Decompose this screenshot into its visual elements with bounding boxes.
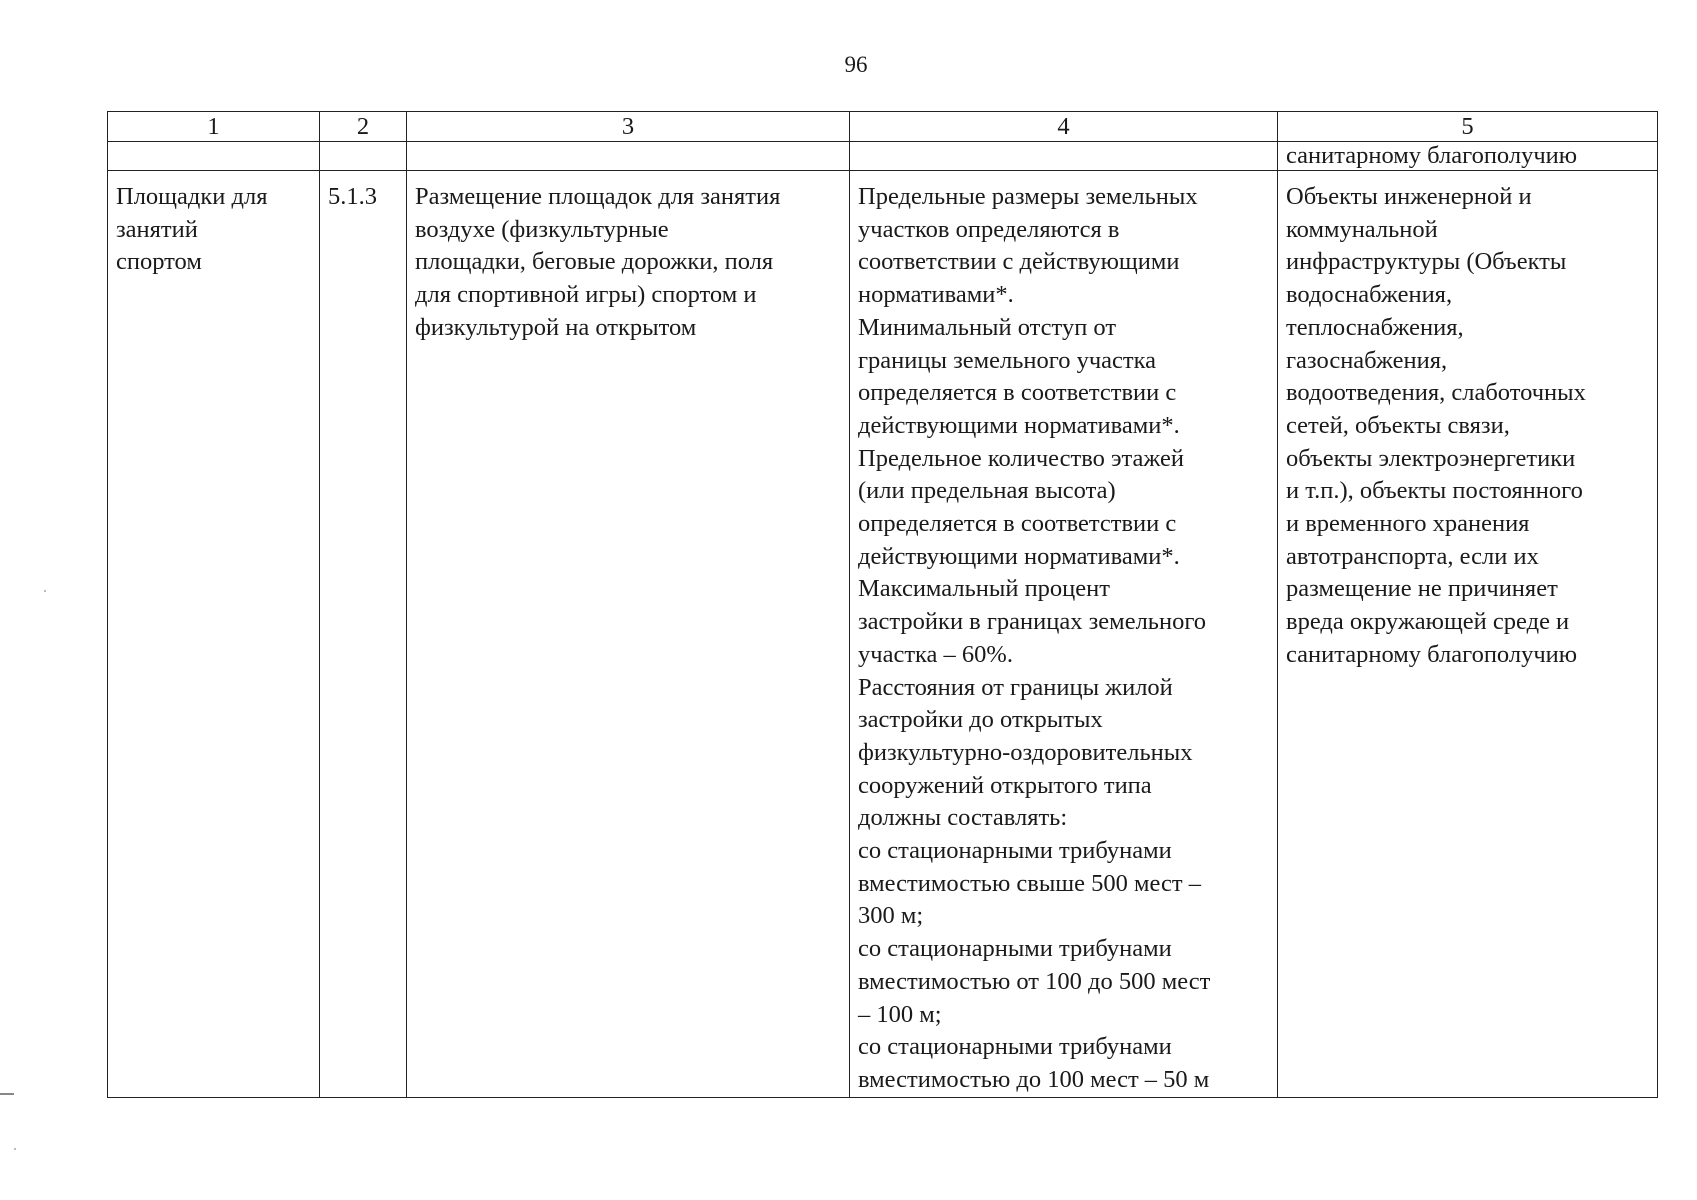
construction-parameters xyxy=(858,181,1269,1097)
continuation-cell-3 xyxy=(407,142,850,171)
column-header-4: 4 xyxy=(850,112,1278,142)
regulations-table xyxy=(107,111,1658,1098)
continuation-cell-4 xyxy=(850,142,1278,171)
land-use-name-cell xyxy=(108,171,320,1098)
text-line: Площадки для xyxy=(116,183,268,210)
text-line: физкультурой на открытом xyxy=(415,313,697,341)
text-line: застройки в границах земельного xyxy=(858,608,1207,636)
text-line: участков определяются в xyxy=(858,215,1120,243)
text-line: границы земельного участка xyxy=(858,346,1157,374)
text-line: со стационарными трибунами xyxy=(858,935,1172,963)
column-number-row xyxy=(108,112,1658,142)
table-row xyxy=(108,171,1658,1098)
scan-mark xyxy=(0,1093,14,1095)
auxiliary-uses-cell xyxy=(1278,171,1658,1098)
scan-dot xyxy=(44,590,46,592)
column-header-1: 1 xyxy=(108,112,320,142)
text-line: Объекты инженерной и xyxy=(1286,183,1532,210)
text-line: и временного хранения xyxy=(1286,510,1530,538)
text-line: и т.п.), объекты постоянного xyxy=(1286,477,1583,505)
text-line: воздухе (физкультурные xyxy=(415,215,669,243)
text-line: нормативами*. xyxy=(858,281,1014,309)
text-line: Максимальный процент xyxy=(858,575,1110,603)
text-line: объекты электроэнергетики xyxy=(1286,444,1576,472)
text-line: 300 м; xyxy=(858,902,924,930)
text-line: участка – 60%. xyxy=(858,640,1013,668)
text-line: коммунальной xyxy=(1286,215,1438,243)
column-header-3: 3 xyxy=(407,112,850,142)
text-line: размещение не причиняет xyxy=(1286,575,1558,603)
text-line: инфраструктуры (Объекты xyxy=(1286,248,1567,276)
continuation-row xyxy=(108,142,1658,171)
text-line: вместимостью от 100 до 500 мест xyxy=(858,967,1211,995)
text-line: автотранспорта, если их xyxy=(1286,542,1539,570)
text-line: вреда окружающей среде и xyxy=(1286,608,1570,636)
text-line: теплоснабжения, xyxy=(1286,313,1464,341)
text-line: со стационарными трибунами xyxy=(858,837,1172,865)
text-line: санитарному благополучию xyxy=(1286,640,1578,668)
text-line: занятий xyxy=(116,215,198,243)
land-use-description-cell xyxy=(407,171,850,1098)
text-line: действующими нормативами*. xyxy=(858,411,1180,439)
text-line: для спортивной игры) спортом и xyxy=(415,281,757,309)
land-use-code: 5.1.3 xyxy=(328,183,377,210)
text-line: (или предельная высота) xyxy=(858,477,1116,505)
text-line: физкультурно-оздоровительных xyxy=(858,738,1193,766)
text-line: сооружений открытого типа xyxy=(858,771,1152,799)
construction-parameters-cell xyxy=(850,171,1278,1098)
land-use-description xyxy=(415,181,841,345)
land-use-name xyxy=(116,181,311,279)
text-line: вместимостью до 100 мест – 50 м xyxy=(858,1065,1210,1093)
text-line: площадки, беговые дорожки, поля xyxy=(415,248,774,276)
page-number: 96 xyxy=(844,52,868,77)
text-line: Предельные размеры земельных xyxy=(858,183,1198,210)
continuation-cell-5: санитарному благополучию xyxy=(1278,142,1658,171)
text-line: Предельное количество этажей xyxy=(858,444,1184,472)
text-line: вместимостью свыше 500 мест – xyxy=(858,869,1201,897)
text-line: водоотведения, слаботочных xyxy=(1286,379,1586,407)
text-line: со стационарными трибунами xyxy=(858,1033,1172,1061)
text-line: спортом xyxy=(116,248,202,276)
text-line: должны составлять: xyxy=(858,804,1068,832)
text-line: сетей, объекты связи, xyxy=(1286,411,1510,439)
column-header-2: 2 xyxy=(320,112,407,142)
text-line: определяется в соответствии с xyxy=(858,379,1177,407)
column-header-5: 5 xyxy=(1278,112,1658,142)
text-line: Расстояния от границы жилой xyxy=(858,673,1173,701)
text-line: соответствии с действующими xyxy=(858,248,1180,276)
text-line: застройки до открытых xyxy=(858,706,1103,734)
text-line: водоснабжения, xyxy=(1286,281,1453,309)
auxiliary-uses xyxy=(1286,181,1649,672)
continuation-cell-1 xyxy=(108,142,320,171)
text-line: газоснабжения, xyxy=(1286,346,1448,374)
scan-dot xyxy=(14,1148,16,1150)
land-use-code-cell xyxy=(320,171,407,1098)
text-line: Минимальный отступ от xyxy=(858,313,1117,341)
text-line: – 100 м; xyxy=(858,1000,942,1028)
continuation-cell-2 xyxy=(320,142,407,171)
text-line: определяется в соответствии с xyxy=(858,510,1177,538)
text-line: Размещение площадок для занятия xyxy=(415,183,781,210)
text-line: действующими нормативами*. xyxy=(858,542,1180,570)
